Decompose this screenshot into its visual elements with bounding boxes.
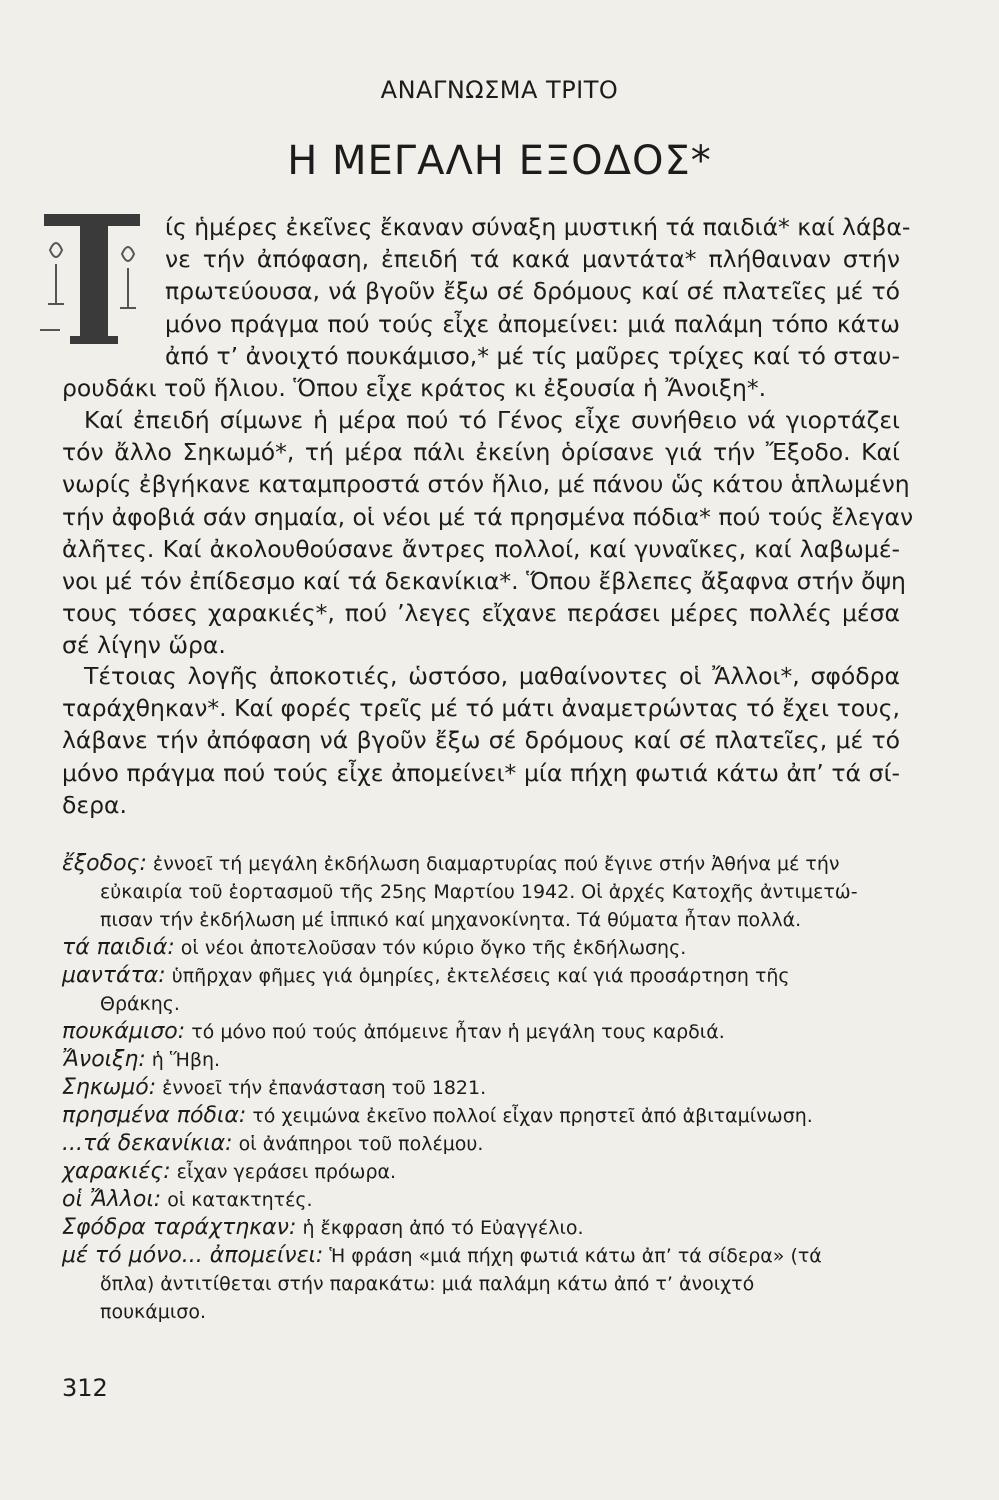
text-line: ἀλῆτες. Καί ἀκολουθούσανε ἄντρες πολλοί, καί γυναῖκες, καί λαβωμέ- bbox=[62, 534, 900, 563]
note-term: Σφόδρα ταράχτηκαν: bbox=[62, 1215, 297, 1240]
note-definition: Ἡ φράση «μιά πήχη φωτιά κάτω ἀπ’ τά σίδερα» (τά bbox=[329, 1245, 822, 1267]
note-definition: ἡ ἔκφραση ἀπό τό Εὐαγγέλιο. bbox=[302, 1217, 584, 1239]
text-line: Καί ἐπειδή σίμωνε ἡ μέρα πού τό Γένος εἶχε συνήθειο νά γιορτάζει bbox=[84, 406, 900, 434]
chapter-title: Η ΜΕΓΑΛΗ ΕΞΟΔΟΣ* bbox=[287, 138, 712, 184]
text-line: ρουδάκι τοῦ ἥλιου. Ὅπου εἶχε κράτος κι ἐξουσία ἡ Ἄνοιξη*. bbox=[62, 374, 767, 402]
note-continuation: ὅπλα) ἀντιτίθεται στήν παρακάτω: μιά παλάμη κάτω ἀπό τ’ ἀνοιχτό bbox=[100, 1273, 755, 1295]
note-definition: ἐννοεῖ τήν ἐπανάσταση τοῦ 1821. bbox=[162, 1077, 487, 1099]
glossary-notes bbox=[62, 850, 922, 1326]
note-definition: οἱ ἀνάπηροι τοῦ πολέμου. bbox=[238, 1133, 484, 1155]
note-me-to-mono bbox=[62, 1242, 922, 1326]
text-line: ίς ἡμέρες ἐκεῖνες ἔκαναν σύναξη μυστική τά παιδιά* καί λάβα- bbox=[165, 213, 911, 241]
note-term: ...τά δεκανίκια: bbox=[62, 1131, 233, 1156]
note-sfodra bbox=[62, 1214, 922, 1242]
note-prismena-podia bbox=[62, 1102, 922, 1130]
text-line: τήν ἀφοβιά σάν σημαία, οἱ νέοι μέ τά πρησμένα πόδια* πού τούς ἔλεγαν bbox=[62, 502, 914, 531]
note-definition: ἐννοεῖ τή μεγάλη ἐκδήλωση διαμαρτυρίας πού ἔγινε στήν Ἀθήνα μέ τήν bbox=[152, 853, 840, 875]
paragraph-1-continued bbox=[62, 372, 900, 404]
note-definition: οἱ νέοι ἀποτελοῦσαν τόν κύριο ὄγκο τῆς ἐκδήλωσης. bbox=[180, 937, 687, 959]
note-definition: οἱ κατακτητές. bbox=[167, 1189, 313, 1211]
note-ta-paidia bbox=[62, 934, 922, 962]
text-line: ταράχθηκαν*. Καί φορές τρεῖς μέ τό μάτι ἀναμετρώντας τό ἔχει τους, bbox=[62, 694, 900, 723]
paragraph-1-indented bbox=[165, 211, 911, 372]
note-oi-alloi bbox=[62, 1186, 922, 1214]
note-continuation: Θράκης. bbox=[100, 993, 180, 1015]
note-term: Σηκωμό: bbox=[62, 1075, 157, 1100]
note-definition: τό μόνο πού τούς ἀπόμεινε ἦταν ἡ μεγάλη τους καρδιά. bbox=[191, 1021, 725, 1043]
decorated-initial bbox=[26, 210, 144, 342]
page-number: 312 bbox=[62, 1374, 108, 1402]
text-line: πρωτεύουσα, νά βγοῦν ἔξω σέ δρόμους καί σέ πλατεῖες μέ τό bbox=[165, 277, 900, 306]
text-line: ἀπό τ’ ἀνοιχτό πουκάμισο,* μέ τίς μαῦρες τρίχες καί τό σταυ- bbox=[165, 341, 900, 370]
note-term: πρησμένα πόδια: bbox=[62, 1103, 247, 1128]
note-definition: τό χειμώνα ἐκεῖνο πολλοί εἶχαν πρηστεῖ ἀπό ἀβιταμίνωση. bbox=[252, 1105, 813, 1127]
text-line: νοι μέ τόν ἐπίδεσμο καί τά δεκανίκια*. Ὅπου ἔβλεπες ἄξαφνα στήν ὄψη bbox=[62, 567, 906, 596]
text-line: τόν ἄλλο Σηκωμό*, τή μέρα πάλι ἐκείνη ὁρίσανε γιά τήν Ἔξοδο. Καί bbox=[62, 438, 900, 467]
note-definition: ἡ Ἥβη. bbox=[151, 1049, 221, 1071]
note-anoixi bbox=[62, 1046, 922, 1074]
text-line: σέ λίγην ὥρα. bbox=[62, 631, 226, 660]
text-line: μόνο πράγμα πού τούς εἶχε ἀπομείνει* μία πήχη φωτιά κάτω ἀπ’ τά σί- bbox=[62, 758, 900, 787]
note-dekanikia bbox=[62, 1130, 922, 1158]
note-definition: ὑπῆρχαν φῆμες γιά ὁμηρίες, ἐκτελέσεις καί γιά προσάρτηση τῆς bbox=[171, 965, 790, 987]
note-sikomo bbox=[62, 1074, 922, 1102]
paragraph-2 bbox=[62, 404, 914, 662]
text-line: δερα. bbox=[62, 790, 127, 819]
note-term: μαντάτα: bbox=[62, 963, 166, 988]
note-charakies bbox=[62, 1158, 922, 1186]
note-term: μέ τό μόνο... ἀπομείνει: bbox=[62, 1243, 324, 1268]
note-continuation: πουκάμισο. bbox=[100, 1301, 207, 1323]
note-term: οἱ Ἄλλοι: bbox=[62, 1187, 162, 1212]
note-term: πουκάμισο: bbox=[62, 1019, 186, 1044]
note-poukamiso bbox=[62, 1018, 922, 1046]
text-line: μόνο πράγμα πού τούς εἶχε ἀπομείνει: μιά παλάμη τόπο κάτω bbox=[165, 309, 900, 338]
note-term: Ἄνοιξη: bbox=[62, 1047, 146, 1072]
note-term: ἔξοδος: bbox=[62, 851, 147, 876]
text-line: λάβανε τήν ἀπόφαση νά βγοῦν ἔξω σέ δρόμους καί σέ πλατεῖες, μέ τό bbox=[62, 726, 900, 755]
note-continuation: πισαν τήν ἐκδήλωση μέ ἱππικό καί μηχανοκίνητα. Τά θύματα ἦταν πολλά. bbox=[100, 909, 802, 931]
note-term: χαρακιές: bbox=[62, 1159, 171, 1184]
text-line: τους τόσες χαρακιές*, πού ’λεγες εἴχανε περάσει μέρες πολλές μέσα bbox=[62, 599, 900, 628]
section-header: ΑΝΑΓΝΩΣΜΑ ΤΡΙΤΟ bbox=[380, 76, 619, 104]
note-exodos bbox=[62, 850, 922, 934]
paragraph-3 bbox=[62, 660, 900, 821]
note-mantata bbox=[62, 962, 922, 1018]
text-line: νε τήν ἀπόφαση, ἐπειδή τά κακά μαντάτα* πλήθαιναν στήν bbox=[165, 245, 900, 274]
note-definition: εἶχαν γεράσει πρόωρα. bbox=[176, 1161, 397, 1183]
note-continuation: εὐκαιρία τοῦ ἑορτασμοῦ τῆς 25ης Μαρτίου 1942. Οἱ ἀρχές Κατοχῆς ἀντιμετώ- bbox=[100, 881, 858, 903]
text-line: Τέτοιας λογῆς ἀποκοτιές, ὡστόσο, μαθαίνοντες οἱ Ἄλλοι*, σφόδρα bbox=[84, 662, 900, 690]
text-line: νωρίς ἐβγήκανε καταμπροστά στόν ἥλιο, μέ πάνου ὥς κάτου ἁπλωμένη bbox=[62, 470, 910, 499]
note-term: τά παιδιά: bbox=[62, 935, 175, 960]
